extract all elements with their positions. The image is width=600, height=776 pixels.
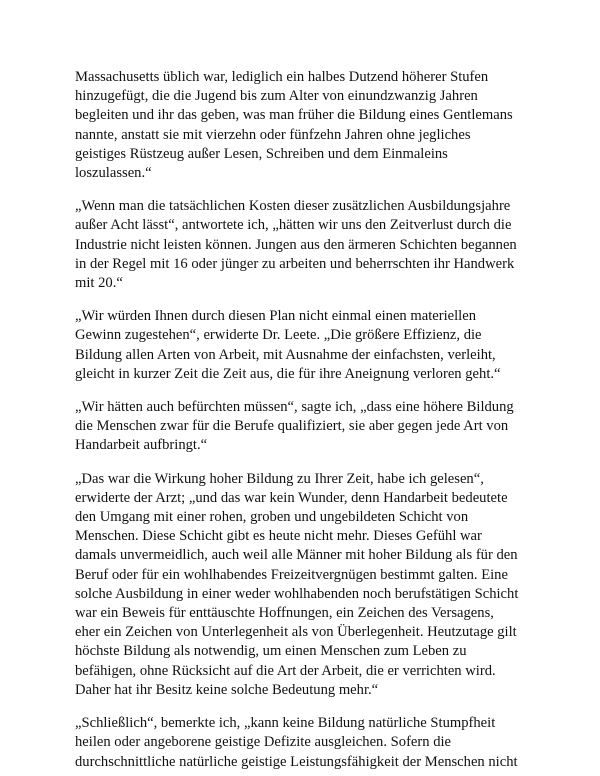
text-line: durchschnittliche natürliche geistige Leistungsfähigkeit der Menschen nicht <box>75 753 518 770</box>
text-line: Bildung allen Arten von Arbeit, mit Ausnahme der einfachsten, verleiht, <box>75 346 496 363</box>
text-line: heilen oder angeborene geistige Defizite ausgleichen. Sofern die <box>75 734 452 751</box>
paragraph <box>75 398 535 456</box>
text-line: geistiges Rüstzeug außer Lesen, Schreiben und dem Einmaleins <box>75 145 448 162</box>
text-line: Gewinn zugestehen“, erwiderte Dr. Leete. „Die größere Effizienz, die <box>75 327 482 344</box>
text-line: Massachusetts üblich war, lediglich ein halbes Dutzend höherer Stufen <box>75 69 489 85</box>
text-line: mit 20.“ <box>75 275 123 292</box>
text-line: Industrie nicht leisten können. Jungen aus den ärmeren Schichten begannen <box>75 236 517 253</box>
document-page <box>75 68 535 772</box>
text-line: Beruf oder für ein wohlhabendes Freizeitvergnügen bestimmt galten. Eine <box>75 566 508 583</box>
text-line: „Wir würden Ihnen durch diesen Plan nicht einmal einen materiellen <box>75 308 477 325</box>
text-line: Menschen. Diese Schicht gibt es heute nicht mehr. Dieses Gefühl war <box>75 528 482 545</box>
text-line: solche Ausbildung in einer weder wohlhabenden noch berufstätigen Schicht <box>75 585 519 602</box>
text-line: „Wir hätten auch befürchten müssen“, sagte ich, „dass eine höhere Bildung <box>75 399 514 416</box>
text-line: begleiten und ihr das geben, was man früher die Bildung eines Gentlemans <box>75 107 513 124</box>
text-line: eher ein Zeichen von Unterlegenheit als von Überlegenheit. Heutzutage gilt <box>75 624 517 641</box>
text-line: befähigen, ohne Rücksicht auf die Art der Arbeit, die er verrichten wird. <box>75 662 496 679</box>
text-line: war ein Beweis für enttäuschte Hoffnungen, ein Zeichen des Versagens, <box>75 605 494 622</box>
text-line: gleicht in kurzer Zeit die Zeit aus, die für ihre Aneignung verloren geht.“ <box>75 365 501 382</box>
paragraph <box>75 307 535 384</box>
text-line: hinzugefügt, die die Jugend bis zum Alter von einundzwanzig Jahren <box>75 88 478 105</box>
text-line: die Menschen zwar für die Berufe qualifiziert, sie aber gegen jede Art von <box>75 418 509 435</box>
text-line: erwiderte der Arzt; „und das war kein Wunder, denn Handarbeit bedeutete <box>75 489 508 506</box>
text-line: Daher hat ihr Besitz keine solche Bedeutung mehr.“ <box>75 681 379 698</box>
paragraph <box>75 714 535 772</box>
text-line: höchste Bildung als notwendig, um einen Menschen zum Leben zu <box>75 643 467 660</box>
paragraph <box>75 197 535 293</box>
text-line: „Das war die Wirkung hoher Bildung zu Ihrer Zeit, habe ich gelesen“, <box>75 470 484 487</box>
text-line: außer Acht lässt“, antwortete ich, „hätten wir uns den Zeitverlust durch die <box>75 217 512 234</box>
text-line: nannte, anstatt sie mit vierzehn oder fünfzehn Jahren ohne jegliches <box>75 126 471 143</box>
text-line: den Umgang mit einer rohen, groben und ungebildeten Schicht von <box>75 509 469 526</box>
text-line: loszulassen.“ <box>75 165 152 182</box>
text-line: „Schließlich“, bemerkte ich, „kann keine Bildung natürliche Stumpfheit <box>75 715 496 732</box>
paragraph <box>75 470 535 700</box>
text-line: „Wenn man die tatsächlichen Kosten dieser zusätzlichen Ausbildungsjahre <box>75 198 511 215</box>
text-line: Handarbeit aufbringt.“ <box>75 437 208 454</box>
text-line: in der Regel mit 16 oder jünger zu arbeiten und beherrschten ihr Handwerk <box>75 255 515 272</box>
paragraph <box>75 68 535 183</box>
text-line: damals unvermeidlich, auch weil alle Männer mit hoher Bildung als für den <box>75 547 518 564</box>
